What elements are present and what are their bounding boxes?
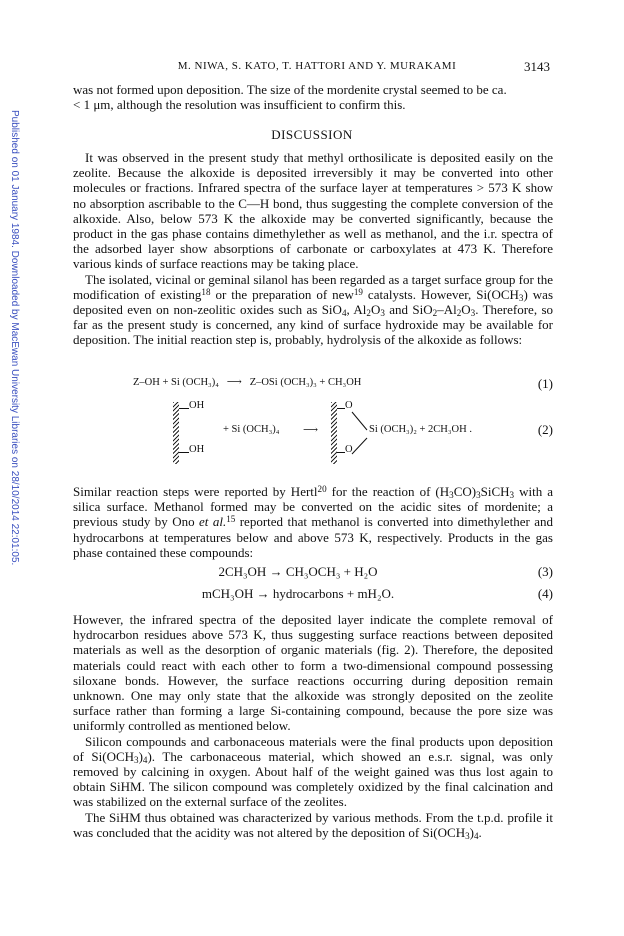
- paragraph-sihm-characterization: The SiHM thus obtained was characterized by various methods. From the t.p.d. profile it was concluded that the acidity was not altered by the deposition of $Si(OCH_3)_4$.: [73, 809, 553, 841]
- eq1-arrow: ⟶: [226, 377, 242, 388]
- running-header: [84, 60, 550, 76]
- paragraph-hertl: Similar reaction steps were reported by Hertl$^{20}$ for the reaction of $(H_3CO)_3SiCH_3$ with a silica surface. Methanol formed may be converted on the acidic sites of mordenite; a previous study by Ono et al.$^{15}$ reported that methanol is converted into dimethylether and hydrocarbons at temperatures below and above 573 K, respectively. Products in the gas phase contained these compounds:: [73, 484, 553, 560]
- eq3-number: (3): [537, 564, 553, 579]
- surface-hatch-right: [331, 402, 337, 464]
- equation-1: [73, 376, 553, 394]
- discussion-body-2: [73, 484, 553, 560]
- download-watermark: [4, 110, 20, 630]
- paragraph-alkoxide-conversion: It was observed in the present study that methyl orthosilicate is deposited easily on the zeolite. Because the alkoxide is deposited irreversibly it may be converted into other molecules or fractions. Infrared spectra of the surface layer at temperatures > 573 K show no absorption ascribable to the C—H bond, thus suggesting the complete conversion of the alkoxide. Also, below 573 K the alkoxide may be converted significantly, because the product in the gas phase contains dimethylether as well as methanol, and the i.r. spectra of the adsorbed layer show absorptions of carbonate or carboxylates at 473 K. Therefore various kinds of surface reactions may be taking place.: [73, 150, 553, 272]
- eq2-o-bottom: O: [345, 444, 353, 455]
- siloxane-bonds: [351, 410, 371, 456]
- continuation-line-2: < 1 μm, although the resolution was insufficient to confirm this.: [73, 97, 406, 113]
- paragraph-hydrocarbon-removal: However, the infrared spectra of the deposited layer indicate the complete removal of hydrocarbon residues above 573 K, thus suggesting surface reactions between deposited materials as well as the desorption of organic materials (fig. 2). Therefore, the deposited materials could react with each other to form a two-dimensional compound possessing siloxane bonds. However, the surface reactions occurring during deposition remain unknown. One may only state that the alkoxide was strongly deposited on the zeolite surface rather than forming a large Si-containing compound, because the pore size was uniformly controlled as mentioned below.: [73, 612, 553, 734]
- eq2-reagent: + Si (OCH₃)₄: [223, 424, 280, 435]
- eq4-number: (4): [537, 586, 553, 601]
- header-authors: M. NIWA, S. KATO, T. HATTORI AND Y. MURAKAMI: [177, 60, 457, 72]
- paragraph-silanol: The isolated, vicinal or geminal silanol has been regarded as a target surface group for the modification of existing$^{18}$ or the preparation of new$^{19}$ catalysts. However, $Si(OCH_3)$ was deposited even on non-zeolitic oxides such as SiO$_4$, $Al_2O_3$ and $SiO_2-Al_2O_3$. Therefore, so far as the present study is concerned, any kind of surface hydroxide may be available for deposition. The initial reaction step is, probably, hydrolysis of the alkoxide as follows:: [73, 271, 554, 348]
- eq1-right: Z–OSi (OCH₃)₃ + CH₃OH: [249, 377, 362, 388]
- discussion-body-1: [73, 150, 553, 348]
- eq3-body: 2CH₃OH → CH₃OCH₃ + H₂O: [218, 564, 378, 579]
- download-watermark-text: Published on 01 January 1984. Downloaded by MacEwan University Libraries on 28/10/2014 22:01:05.: [9, 110, 20, 566]
- equation-2: [73, 400, 553, 466]
- eq1-left: Z–OH + Si (OCH₃)₄: [133, 377, 219, 388]
- eq2-product: Si (OCH₃)₂ + 2CH₃OH .: [369, 424, 472, 435]
- surface-hatch-left: [173, 402, 179, 464]
- continuation-line-1: was not formed upon deposition. The size of the mordenite crystal seemed to be ca.: [73, 82, 507, 97]
- eq2-oh-top: OH: [189, 400, 205, 411]
- eq2-oh-bottom: OH: [189, 444, 205, 455]
- eq2-arrow: ⟶: [303, 425, 319, 436]
- eq1-number: (1): [537, 376, 553, 391]
- eq2-o-top: O: [345, 400, 353, 411]
- eq4-body: mCH₃OH → hydrocarbons + mH₂O.: [201, 586, 395, 601]
- equation-3: [73, 564, 553, 582]
- section-heading: DISCUSSION: [271, 127, 353, 142]
- paragraph-silicon-compounds: Silicon compounds and carbonaceous materials were the final products upon deposition of $Si(OCH_3)_4$). The carbonaceous material, which showed an e.s.r. signal, was only removed by calcining in oxygen. About half of the weight gained was thus lost again to obtain SiHM. The silicon compound was completely oxidized by the final calcination and was stabilized on the external surface of the zeolites.: [73, 733, 553, 810]
- equation-4: [73, 586, 553, 604]
- page-number: 3143: [524, 59, 550, 74]
- discussion-body-3: [73, 612, 553, 840]
- paragraph-continuation: [73, 82, 553, 112]
- eq2-number: (2): [537, 422, 553, 437]
